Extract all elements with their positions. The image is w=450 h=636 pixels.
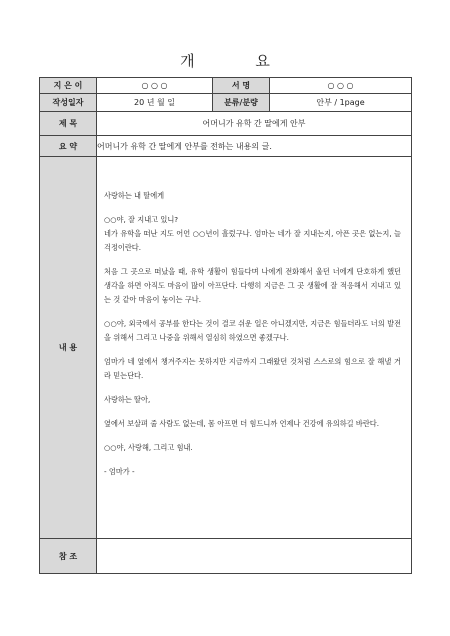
summary-row (40, 136, 412, 157)
subject-value: 어머니가 유학 간 딸에게 안부 (97, 112, 412, 136)
letter-paragraph: ○○야, 외국에서 공부를 한다는 것이 결코 쉬운 일은 아니겠지만, 지금은 힘들더라도 너의 발전을 위해서 그리고 나중을 위해서 열심히 하였으면 좋겠구나. (104, 319, 401, 342)
summary-value: 어머니가 유학 간 딸에게 안부를 전하는 내용의 글. (97, 136, 412, 157)
letter-greeting: 사랑하는 내 딸에게 (104, 191, 165, 200)
subject-label: 제 목 (40, 112, 97, 136)
category-label: 분류/분량 (213, 94, 270, 112)
letter-paragraph: ○○야, 잘 지내고 있니? 네가 유학을 떠난 지도 어언 ○○년이 흘렀구나. 엄마는 네가 잘 지내는지, 아픈 곳은 없는지, 늘 걱정이란다. (104, 215, 401, 252)
summary-form-table (39, 77, 412, 574)
letter-paragraph: 사랑하는 딸아, (104, 395, 151, 404)
category-value: 안부 / 1page (270, 94, 412, 112)
date-value: 20 년 월 일 (97, 94, 213, 112)
letter-paragraph: ○○야, 사랑해, 그리고 힘내. (104, 443, 193, 452)
content-body (97, 157, 412, 539)
signature-label: 서 명 (213, 78, 270, 94)
reference-row (40, 539, 412, 574)
letter-signoff: - 엄마가 - (104, 467, 135, 476)
summary-label: 요 약 (40, 136, 97, 157)
letter-paragraph: 엄마가 네 옆에서 챙겨주지는 못하지만 지금까지 그래왔던 것처럼 스스로의 힘으로 잘 해낼 거라 믿는단다. (104, 357, 401, 380)
date-label: 작성일자 (40, 94, 97, 112)
author-value: ○ ○ ○ (97, 78, 213, 94)
reference-value (97, 539, 412, 574)
reference-label: 참 조 (40, 539, 97, 574)
author-row (40, 78, 412, 94)
document-title: 개 요 (180, 52, 298, 70)
date-row (40, 94, 412, 112)
letter-paragraph: 처음 그 곳으로 떠났을 때, 유학 생활이 힘들다며 나에게 전화해서 울던 너에게 단호하게 했던 생각을 하면 아직도 마음이 많이 아프단다. 다행히 지금은 그 곳 생활에 잘 적응해서 지내고 있는 것 같아 마음이 놓이는 구나. (104, 267, 401, 304)
content-row (40, 157, 412, 539)
author-label: 지 은 이 (40, 78, 97, 94)
subject-row (40, 112, 412, 136)
signature-value: ○ ○ ○ (270, 78, 412, 94)
letter-paragraph: 옆에서 보살펴 줄 사람도 없는데, 몸 아프면 더 힘드니까 언제나 건강에 유의하길 바란다. (104, 419, 379, 428)
content-label: 내 용 (40, 157, 97, 539)
